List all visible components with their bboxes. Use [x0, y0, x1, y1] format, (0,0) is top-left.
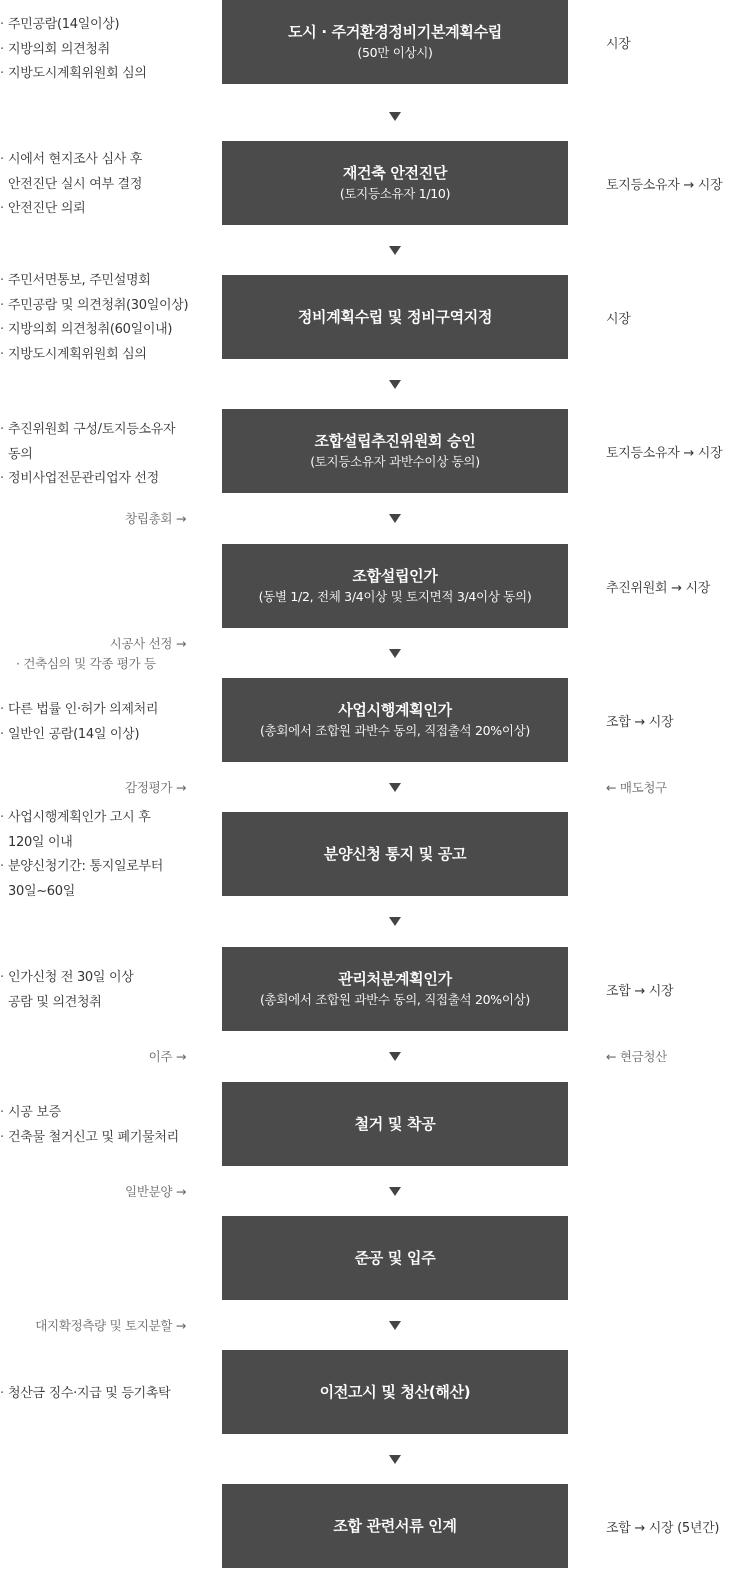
step-note-item: · 정비사업전문관리업자 선정	[0, 467, 205, 492]
step-condition: (토지등소유자 과반수이상 동의)	[310, 454, 480, 469]
arrow-row	[0, 375, 743, 395]
down-arrow-icon	[389, 1455, 401, 1464]
side-event-left: 창립총회 →	[125, 511, 186, 526]
step-box-sale-notice	[222, 812, 568, 896]
step-note-item: · 다른 법률 인·허가 의제처리	[0, 698, 205, 723]
step-note-item: 30일~60일	[8, 883, 75, 899]
down-arrow-icon	[389, 1321, 401, 1330]
step-condition: (토지등소유자 1/10)	[339, 186, 451, 201]
step-actor-association-approval: 추진위원회 → 시장	[606, 581, 711, 596]
step-title: 준공 및 입주	[354, 1249, 436, 1267]
arrow-row	[0, 1450, 743, 1470]
step-note-item: · 청산금 징수·지급 및 등기촉탁	[0, 1382, 205, 1407]
side-event-left: 대지확정측량 및 토지분할 →	[35, 1318, 186, 1333]
step-box-project-approval	[222, 678, 568, 762]
step-actor-project-approval: 조합 → 시장	[606, 715, 674, 730]
step-note-item: · 분양신청기간: 통지일로부터	[0, 855, 205, 880]
step-notes-committee-approval	[0, 418, 205, 492]
step-note-item: · 일반인 공람(14일 이상)	[0, 723, 205, 748]
step-actor-management-approval: 조합 → 시장	[606, 984, 674, 999]
down-arrow-icon	[389, 112, 401, 121]
step-notes-zone-designation	[0, 269, 205, 367]
step-note-item: 동의	[8, 446, 33, 462]
step-box-committee-approval	[222, 409, 568, 493]
step-title: 조합 관련서류 인계	[333, 1517, 457, 1535]
step-note-item: · 사업시행계획인가 고시 후	[0, 806, 205, 831]
arrow-row	[0, 912, 743, 932]
side-event-left: 일반분양 →	[125, 1184, 186, 1199]
arrow-row	[0, 1182, 743, 1202]
step-box-zone-designation	[222, 275, 568, 359]
arrow-row	[0, 241, 743, 261]
step-box-completion	[222, 1216, 568, 1300]
step-note-item: · 주민서면통보, 주민설명회	[0, 269, 205, 294]
side-event-left: 이주 →	[148, 1049, 186, 1064]
step-title: 도시 · 주거환경정비기본계획수립	[288, 23, 502, 41]
step-title: 관리처분계획인가	[338, 970, 452, 988]
step-note-item: · 지방도시계획위원회 심의	[0, 62, 205, 87]
step-note-item: 공람 및 의견청취	[8, 994, 102, 1010]
step-title: 조합설립인가	[352, 567, 438, 585]
step-note-item: · 지방의회 의견청취(60일이내)	[0, 318, 205, 343]
side-event-note: · 건축심의 및 각종 평가 등	[16, 656, 156, 671]
step-box-management-approval	[222, 947, 568, 1031]
step-title: 사업시행계획인가	[338, 701, 452, 719]
arrow-row	[0, 107, 743, 127]
step-actor-document-handover: 조합 → 시장 (5년간)	[606, 1521, 720, 1536]
step-title: 정비계획수립 및 정비구역지정	[297, 308, 493, 326]
step-note-item: 120일 이내	[8, 834, 73, 850]
side-event-left: 시공사 선정 →	[109, 636, 186, 651]
step-note-item: · 주민공람(14일이상)	[0, 13, 205, 38]
step-title: 재건축 안전진단	[342, 164, 448, 182]
step-title: 조합설립추진위원회 승인	[314, 432, 476, 450]
side-event-right: ← 매도청구	[606, 780, 667, 795]
step-box-association-approval	[222, 544, 568, 628]
arrow-row	[0, 636, 743, 671]
step-condition: (총회에서 조합원 과반수 동의, 직접출석 20%이상)	[259, 723, 531, 738]
step-notes-management-approval	[0, 966, 205, 1015]
step-actor-basic-plan: 시장	[606, 37, 631, 52]
down-arrow-icon	[389, 1187, 401, 1196]
down-arrow-icon	[389, 649, 401, 658]
step-title: 이전고시 및 청산(해산)	[319, 1383, 471, 1401]
arrow-row	[0, 1316, 743, 1336]
step-notes-project-approval	[0, 698, 205, 747]
down-arrow-icon	[389, 783, 401, 792]
step-box-document-handover	[222, 1484, 568, 1568]
down-arrow-icon	[389, 514, 401, 523]
step-notes-transfer-notice	[0, 1382, 205, 1407]
step-condition: (총회에서 조합원 과반수 동의, 직접출석 20%이상)	[259, 992, 531, 1007]
down-arrow-icon	[389, 917, 401, 926]
step-title: 분양신청 통지 및 공고	[323, 845, 467, 863]
step-box-basic-plan	[222, 0, 568, 84]
step-note-item: · 시에서 현지조사 심사 후	[0, 148, 205, 173]
step-note-item: · 추진위원회 구성/토지등소유자	[0, 418, 205, 443]
step-note-item: · 주민공람 및 의견청취(30일이상)	[0, 294, 205, 319]
step-title: 철거 및 착공	[354, 1115, 436, 1133]
arrow-row	[0, 509, 743, 529]
step-note-item: · 지방의회 의견청취	[0, 38, 205, 63]
down-arrow-icon	[389, 1052, 401, 1061]
step-note-item: · 지방도시계획위원회 심의	[0, 343, 205, 368]
step-note-item: 안전진단 실시 여부 결정	[8, 176, 143, 192]
step-actor-zone-designation: 시장	[606, 312, 631, 327]
step-notes-safety-inspection	[0, 148, 205, 222]
step-notes-sale-notice	[0, 806, 205, 904]
step-box-transfer-notice	[222, 1350, 568, 1434]
down-arrow-icon	[389, 380, 401, 389]
step-actor-safety-inspection: 토지등소유자 → 시장	[606, 178, 723, 193]
step-actor-committee-approval: 토지등소유자 → 시장	[606, 446, 723, 461]
step-note-item: · 인가신청 전 30일 이상	[0, 966, 205, 991]
step-box-demolition	[222, 1082, 568, 1166]
arrow-row	[0, 778, 743, 798]
side-event-right: ← 현금청산	[606, 1049, 667, 1064]
step-notes-demolition	[0, 1101, 205, 1150]
step-box-safety-inspection	[222, 141, 568, 225]
step-condition: (50만 이상시)	[357, 45, 433, 60]
step-note-item: · 안전진단 의뢰	[0, 197, 205, 222]
step-notes-basic-plan	[0, 13, 205, 87]
step-note-item: · 시공 보증	[0, 1101, 205, 1126]
down-arrow-icon	[389, 246, 401, 255]
side-event-left: 감정평가 →	[125, 780, 186, 795]
step-condition: (동별 1/2, 전체 3/4이상 및 토지면적 3/4이상 동의)	[258, 589, 532, 604]
arrow-row	[0, 1047, 743, 1067]
step-note-item: · 건축물 철거신고 및 폐기물처리	[0, 1126, 205, 1151]
